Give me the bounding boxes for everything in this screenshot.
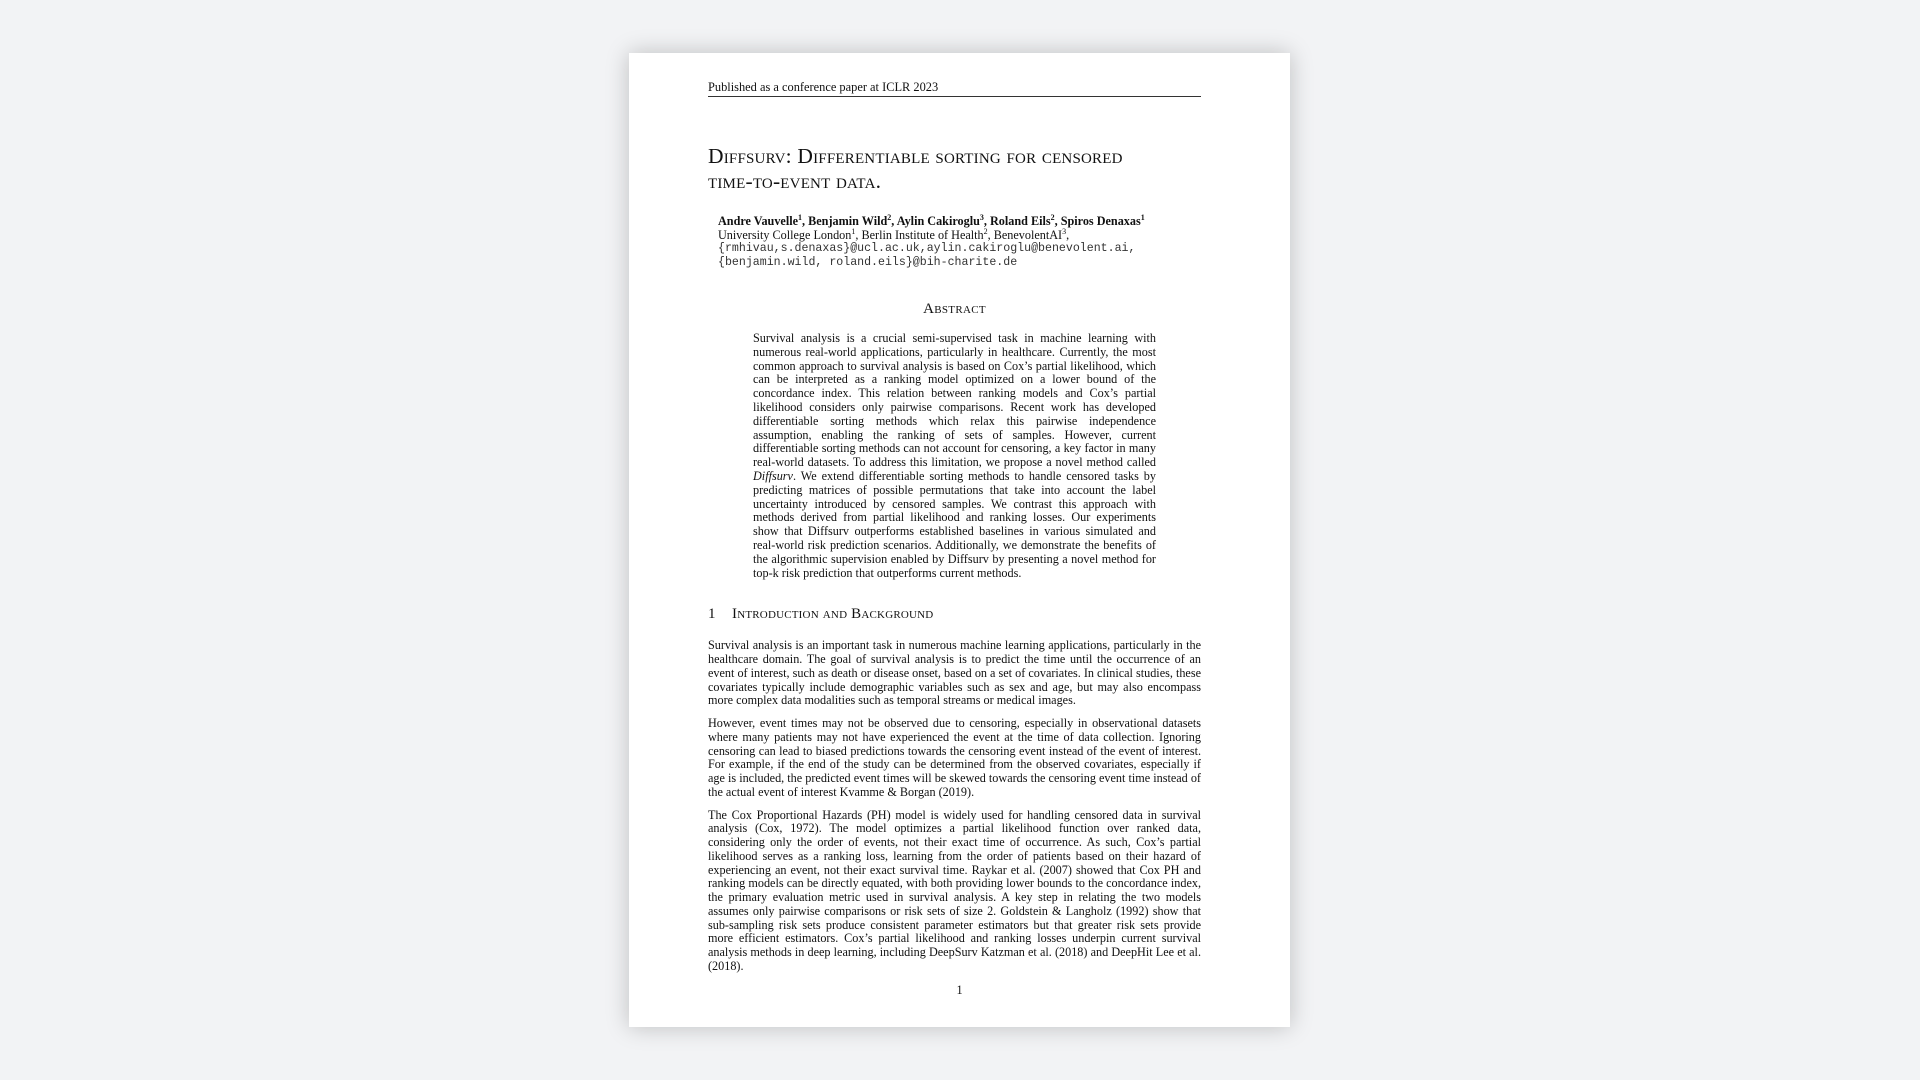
- abstract-part-1: Survival analysis is a crucial semi-supervised task in machine learning with numerous real-world applications, particularly in healthcare. Currently, the most common approach to survival analysis is based on Cox’s partial likelihood, which can be interpreted as a ranking model optimized on a lower bound of the concordance index. This relation between ranking models and Cox’s partial likelihood considers only pairwise comparisons. Recent work has developed differentiable sorting methods which relax this pairwise independence assumption, enabling the ranking of sets of samples. However, current differentiable sorting methods can not account for censoring, a key factor in many real-world datasets. To address this limitation, we propose a novel method called: [753, 331, 1156, 470]
- email-line-1: {rmhivau,s.denaxas}@ucl.ac.uk,aylin.cakiroglu@benevolent.ai,: [718, 242, 1136, 255]
- author-block: [708, 214, 1201, 270]
- affiliation-mark: 1: [851, 226, 856, 236]
- body-paragraph: The Cox Proportional Hazards (PH) model is widely used for handling censored data in survival analysis (Cox, 1972). The model optimizes a partial likelihood function over ranked data, considering only the order of events, not their exact time of occurrence. As such, Cox’s partial likelihood serves as a ranking loss, learning from the order of patients based on their hazard of experiencing an event, not their exact survival time. Raykar et al. (2007) showed that Cox PH and ranking models can be directly equated, with both providing lower bounds to the concordance index, the primary evaluation metric used in survival analysis. A key step in relating the two models assumes only pairwise comparisons or risk sets of size 2. Goldstein & Langholz (1992) show that sub-sampling risk sets produce consistent parameter estimators but that greater risk sets provide more efficient estimators. Cox’s partial likelihood and ranking losses underpin current survival analysis methods in deep learning, including DeepSurv Katzman et al. (2018) and DeepHit Lee et al. (2018).: [708, 807, 1201, 973]
- affiliation: Berlin Institute of Health: [861, 228, 984, 242]
- body-paragraph: However, event times may not be observed due to censoring, especially in observational datasets where many patients may not have experienced the event at the time of data collection. Ignoring censoring can lead to biased predictions towards the censoring event instead of the event of interest. For example, if the end of the study can be determined from the observed covariates, especially if age is included, the predicted event times will be skewed towards the censoring event time instead of the actual event of interest Kvamme & Borgan (2019).: [708, 716, 1201, 799]
- body-paragraph: Survival analysis is an important task in numerous machine learning applications, particularly in the healthcare domain. The goal of survival analysis is to predict the time until the occurrence of an event of interest, such as death or disease onset, based on a set of covariates. In clinical studies, these covariates typically include demographic variables such as sex and age, but may also encompass more complex data modalities such as temporal streams or medical images.: [708, 638, 1201, 708]
- running-head: Published as a conference paper at ICLR 2023: [708, 80, 1201, 97]
- page-content: [708, 80, 1201, 974]
- author-name: Spiros Denaxas: [1060, 214, 1141, 228]
- author-name: Roland Eils: [989, 214, 1051, 228]
- author-names: Andre Vauvelle$^1$, Benjamin Wild$^2$, Aylin Cakiroglu$^3$, Roland Eils$^2$, Spiros Denaxas$^1$: [718, 212, 1145, 228]
- author-affiliation-mark: 1: [1140, 212, 1145, 222]
- author-affiliation-mark: 3: [979, 212, 984, 222]
- author-name: Andre Vauvelle: [718, 214, 799, 228]
- affiliation-mark: 2: [983, 226, 988, 236]
- section-title: Introduction and Background: [732, 606, 934, 623]
- abstract-method-name: Diffsurv: [753, 468, 793, 483]
- affiliation-mark: 3: [1062, 226, 1067, 236]
- abstract-part-2: . We extend differentiable sorting methods to handle censored tasks by predicting matrices of possible permutations that take into account the label uncertainty introduced by censored samples. We contrast this approach with methods derived from partial likelihood and ranking losses. Our experiments show that Diffsurv outperforms established baselines in various simulated and real-world risk prediction scenarios. Additionally, we demonstrate the benefits of the algorithmic supervision enabled by Diffsurv by presenting a novel method for top-k risk prediction that outperforms current methods.: [753, 468, 1156, 580]
- author-affiliation-mark: 1: [798, 212, 803, 222]
- affiliation: BenevolentAI: [993, 228, 1063, 242]
- section-heading: [708, 606, 1201, 623]
- affiliations: University College London$^1$, Berlin Institute of Health$^2$, BenevolentAI$^3$,: [718, 226, 1070, 242]
- author-name: Aylin Cakiroglu: [896, 214, 980, 228]
- title-line-2: time-to-event data.: [708, 169, 882, 193]
- title-line-1: Diffsurv: Differentiable sorting for censored: [708, 144, 1123, 168]
- page-number: 1: [956, 983, 963, 997]
- email-line-2: {benjamin.wild, roland.eils}@bih-charite.de: [718, 256, 1018, 269]
- abstract-text: [753, 332, 1156, 580]
- author-affiliation-mark: 2: [887, 212, 892, 222]
- author-affiliation-mark: 2: [1050, 212, 1055, 222]
- paper-title: [708, 144, 1201, 194]
- affiliation: University College London: [718, 228, 852, 242]
- paper-page: [629, 53, 1290, 1027]
- abstract-heading: Abstract: [923, 301, 986, 317]
- author-name: Benjamin Wild: [808, 214, 888, 228]
- section-number: 1: [708, 606, 716, 623]
